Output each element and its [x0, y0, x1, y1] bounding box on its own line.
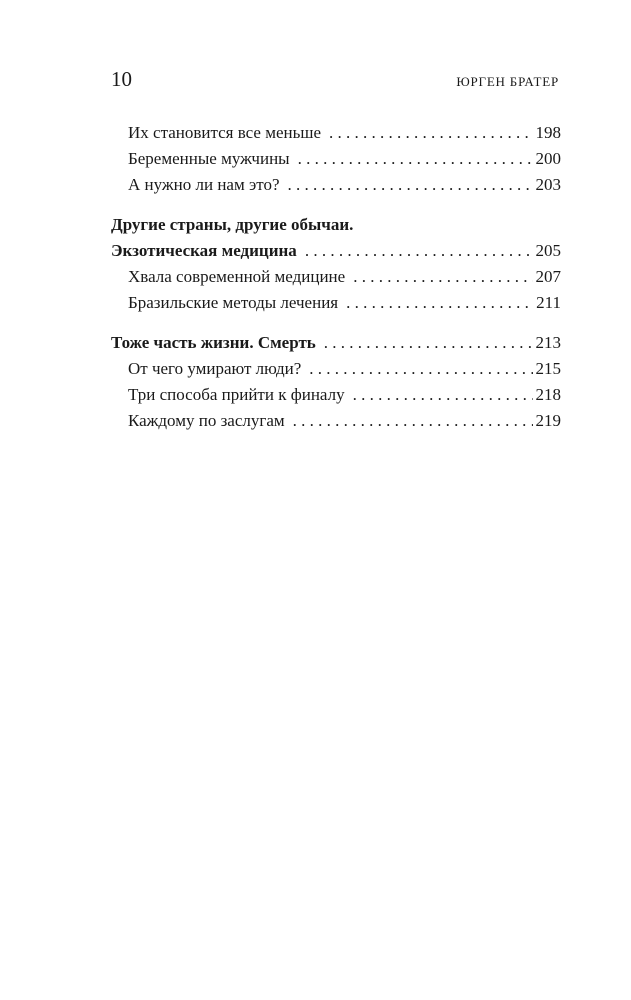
toc-entry[interactable]: [111, 120, 561, 146]
toc-entry-page: 219: [535, 411, 561, 430]
toc-section-title: Другие страны, другие обычаи.: [111, 215, 354, 234]
toc-entry[interactable]: [111, 290, 561, 316]
toc-section-title-line1[interactable]: [111, 212, 561, 238]
toc-entry-page: 207: [535, 267, 561, 286]
toc-entry[interactable]: [111, 264, 561, 290]
toc-entry-title: Три способа прийти к финалу: [128, 385, 345, 404]
toc-entry-page: 215: [535, 359, 561, 378]
toc-entry-page: 200: [535, 149, 561, 168]
toc-entry-page: 211: [536, 293, 561, 312]
toc-entry[interactable]: [111, 382, 561, 408]
toc-entry-page: 198: [535, 123, 561, 142]
toc-entry-page: 218: [535, 385, 561, 404]
toc-leader: [353, 264, 532, 290]
toc-leader: [293, 408, 533, 434]
toc-entry[interactable]: [111, 408, 561, 434]
toc-leader: [298, 146, 533, 172]
toc-entry-title: Хвала современной медицине: [128, 267, 346, 286]
toc-leader: [324, 330, 533, 356]
toc-entry-title: Бразильские методы лечения: [128, 293, 339, 312]
toc-entry-title: От чего умирают люди?: [128, 359, 302, 378]
toc-leader: [329, 120, 533, 146]
page-number: 10: [111, 67, 132, 91]
toc-section[interactable]: [111, 330, 561, 356]
toc-section[interactable]: [111, 238, 561, 264]
toc-entry-title: А нужно ли нам это?: [128, 175, 280, 194]
toc-leader: [305, 238, 533, 264]
toc-section-page: 205: [535, 241, 561, 260]
toc-leader: [353, 382, 533, 408]
toc-leader: [288, 172, 533, 198]
toc-entry-page: 203: [535, 175, 561, 194]
running-head: ЮРГЕН БРАТЕР: [456, 74, 559, 89]
toc-leader: [346, 290, 533, 316]
toc-entry-title: Каждому по заслугам: [128, 411, 285, 430]
toc-entry[interactable]: [111, 146, 561, 172]
toc-section-page: 213: [535, 333, 561, 352]
toc-section-title: Экзотическая медицина: [111, 241, 297, 260]
toc-entry[interactable]: [111, 172, 561, 198]
toc-entry[interactable]: [111, 356, 561, 382]
toc-entry-title: Их становится все меньше: [128, 123, 321, 142]
toc-section-title: Тоже часть жизни. Смерть: [111, 333, 316, 352]
table-of-contents: [111, 120, 561, 434]
toc-leader: [309, 356, 532, 382]
toc-entry-title: Беременные мужчины: [128, 149, 290, 168]
